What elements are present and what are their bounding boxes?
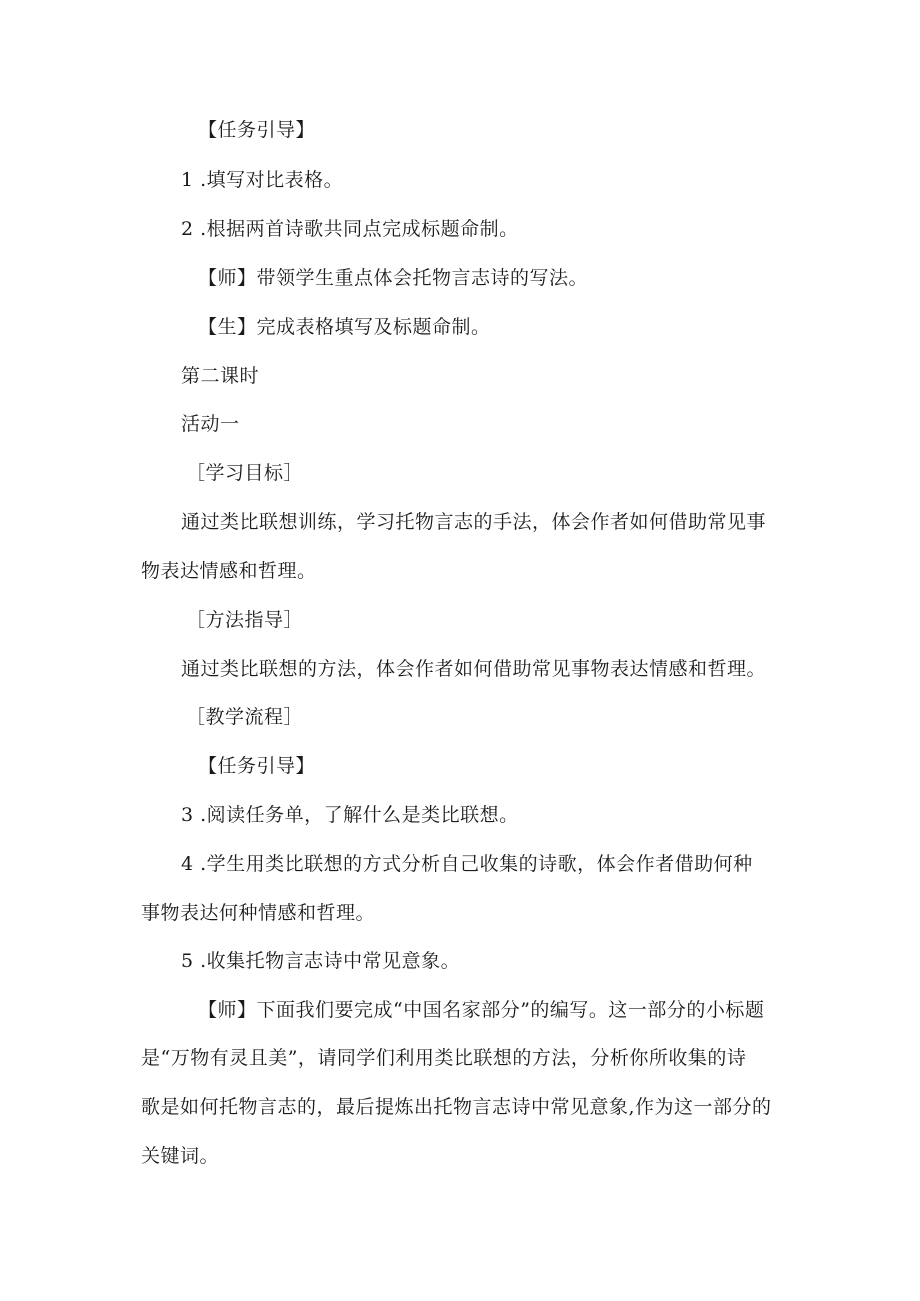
method-guide-text: 通过类比联想的方法，体会作者如何借助常见事物表达情感和哲理。 xyxy=(181,658,767,680)
teacher-paragraph-3: 歌是如何托物言志的，最后提炼出托物言志诗中常见意象,作为这一部分的 xyxy=(141,1096,772,1118)
step-1-text: 1 .填写对比表格。 xyxy=(181,169,344,191)
step-3-text: 3 .阅读任务单，了解什么是类比联想。 xyxy=(181,804,519,826)
student-note: 【生】完成表格填写及标题命制。 xyxy=(198,316,491,338)
step-5-text: 5 .收集托物言志诗中常见意象。 xyxy=(181,950,461,972)
step-4-text-1: 4 .学生用类比联想的方式分析自己收集的诗歌，体会作者借助何种 xyxy=(181,853,753,875)
teacher-paragraph-2: 是“万物有灵且美”，请同学们利用类比联想的方法，分析你所收集的诗 xyxy=(141,1047,747,1069)
activity-one-heading: 活动一 xyxy=(181,413,240,435)
second-lesson-heading: 第二课时 xyxy=(181,365,260,387)
method-guide-heading: ［方法指导］ xyxy=(186,609,304,631)
teacher-note: 【师】带领学生重点体会托物言志诗的写法。 xyxy=(198,267,589,289)
task-guide-heading: 【任务引导】 xyxy=(198,119,316,141)
teacher-paragraph-4: 关键词。 xyxy=(141,1145,220,1167)
task-guide-heading-2: 【任务引导】 xyxy=(198,755,316,777)
teaching-flow-heading: ［教学流程］ xyxy=(186,706,304,728)
teacher-paragraph-1: 【师】下面我们要完成“中国名家部分”的编写。这一部分的小标题 xyxy=(198,999,765,1021)
learning-goal-heading: ［学习目标］ xyxy=(186,462,304,484)
step-2-text: 2 .根据两首诗歌共同点完成标题命制。 xyxy=(181,218,519,240)
step-4-text-2: 事物表达何种情感和哲理。 xyxy=(141,902,376,924)
learning-goal-text-1: 通过类比联想训练，学习托物言志的手法，体会作者如何借助常见事 xyxy=(181,511,767,533)
learning-goal-text-2: 物表达情感和哲理。 xyxy=(141,560,317,582)
